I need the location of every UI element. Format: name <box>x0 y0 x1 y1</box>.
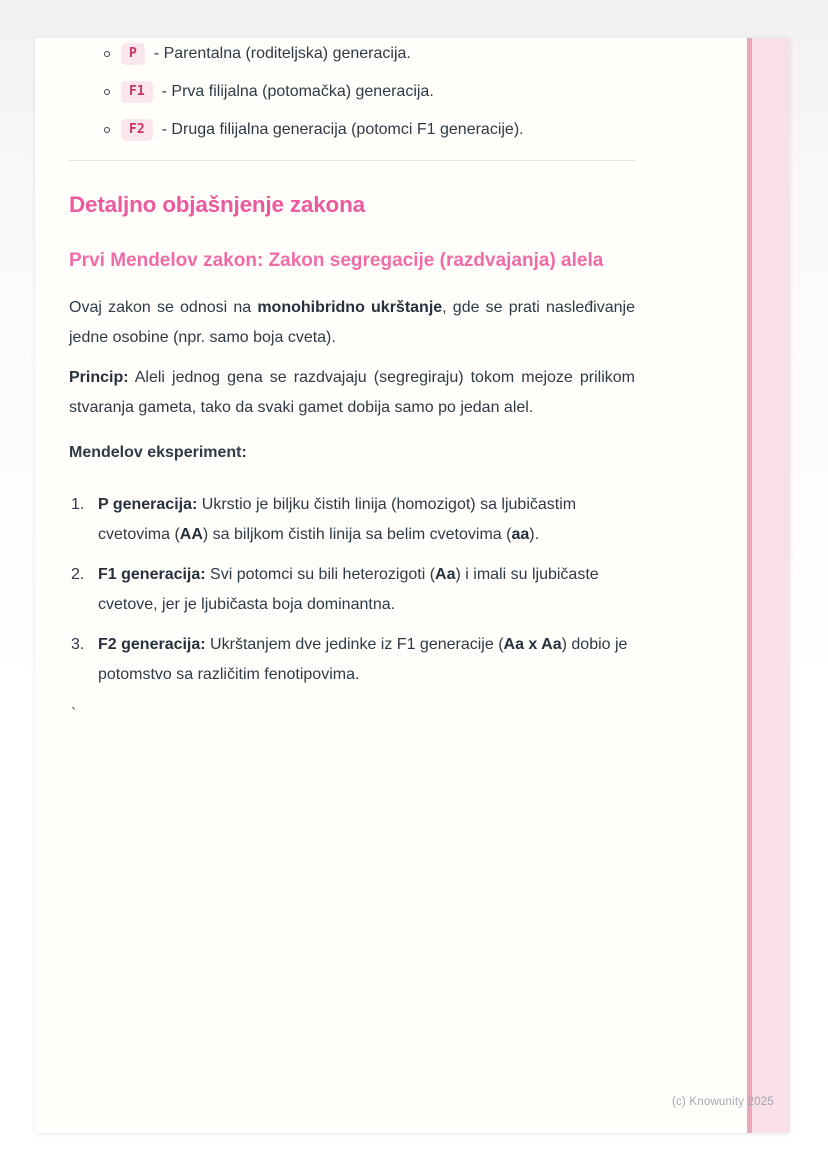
text-run: ) i imali su ljubičaste cvetove, jer je ljubičasta boja dominantna. <box>98 566 599 613</box>
list-item <box>69 80 635 104</box>
hollow-bullet-icon <box>104 89 110 95</box>
text-run: Ovaj zakon se odnosi na <box>69 299 258 316</box>
text-run-bold: monohibridno ukrštanje <box>257 299 443 316</box>
generation-legend-list <box>69 38 635 142</box>
list-number: 1. <box>71 496 85 513</box>
text-run: ) sa biljkom čistih linija sa belim cvetovima ( <box>202 526 512 543</box>
text-run-bold: AA <box>179 526 203 543</box>
text-run: ). <box>529 526 540 543</box>
text-run: ) dobio je potomstvo sa različitim fenotipovima. <box>98 636 628 683</box>
stray-backtick: ` <box>71 706 77 723</box>
code-badge: F1 <box>121 81 153 103</box>
copyright-credit: (c) Knowunity 2025 <box>671 1096 774 1108</box>
hollow-bullet-icon <box>104 51 110 57</box>
list-number: 2. <box>71 566 85 583</box>
section-subheading: Prvi Mendelov zakon: Zakon segregacije (razdvajanja) alela <box>69 250 604 271</box>
text-run: Aleli jednog gena se razdvajaju (segregiraju) tokom mejoze prilikom stvaranja gameta, tako da svaki gamet dobija samo po jedan alel. <box>69 369 635 416</box>
text-run-bold: F2 generacija: <box>98 636 206 653</box>
text-run-bold: F1 generacija: <box>98 566 206 583</box>
principle-paragraph <box>69 363 635 423</box>
list-item <box>69 630 635 690</box>
text-run: Svi potomci su bili heterozigoti ( <box>205 566 436 583</box>
section-divider <box>69 160 635 161</box>
text-run-bold: aa <box>511 526 530 543</box>
list-number: 3. <box>71 636 85 653</box>
hollow-bullet-icon <box>104 127 110 133</box>
code-badge: F2 <box>121 119 153 141</box>
text-run: , gde se prati nasleđivanje jedne osobine (npr. samo boja cveta). <box>69 299 635 346</box>
text-run: Ukrštanjem dve jedinke iz F1 generacije ( <box>205 636 504 653</box>
list-item <box>69 118 635 142</box>
text-run-bold: P generacija: <box>98 496 198 513</box>
list-item <box>69 42 635 66</box>
code-badge: P <box>121 43 145 65</box>
experiment-ordered-list <box>69 490 635 690</box>
list-item <box>69 490 635 550</box>
list-item-text: - Parentalna (roditeljska) generacija. <box>153 45 411 62</box>
list-item <box>69 560 635 620</box>
list-item-text <box>98 496 576 543</box>
document-page <box>35 38 790 1133</box>
page-content <box>69 38 635 730</box>
list-item-text: - Prva filijalna (potomačka) generacija. <box>161 83 434 100</box>
list-item-text <box>98 636 627 683</box>
text-run-bold: Aa <box>435 566 456 583</box>
intro-paragraph <box>69 293 635 353</box>
text-run-bold: Princip: <box>69 369 129 386</box>
text-run-bold: Aa x Aa <box>503 636 562 653</box>
list-item-text <box>98 566 599 613</box>
text-run: Ukrstio je biljku čistih linija (homozigot) sa ljubičastim cvetovima ( <box>98 496 577 543</box>
list-item-text: - Druga filijalna generacija (potomci F1 generacije). <box>161 121 524 138</box>
page-title: Detaljno objašnjenje zakona <box>69 192 365 217</box>
accent-side-bar <box>747 38 790 1133</box>
experiment-label: Mendelov eksperiment: <box>69 444 247 461</box>
